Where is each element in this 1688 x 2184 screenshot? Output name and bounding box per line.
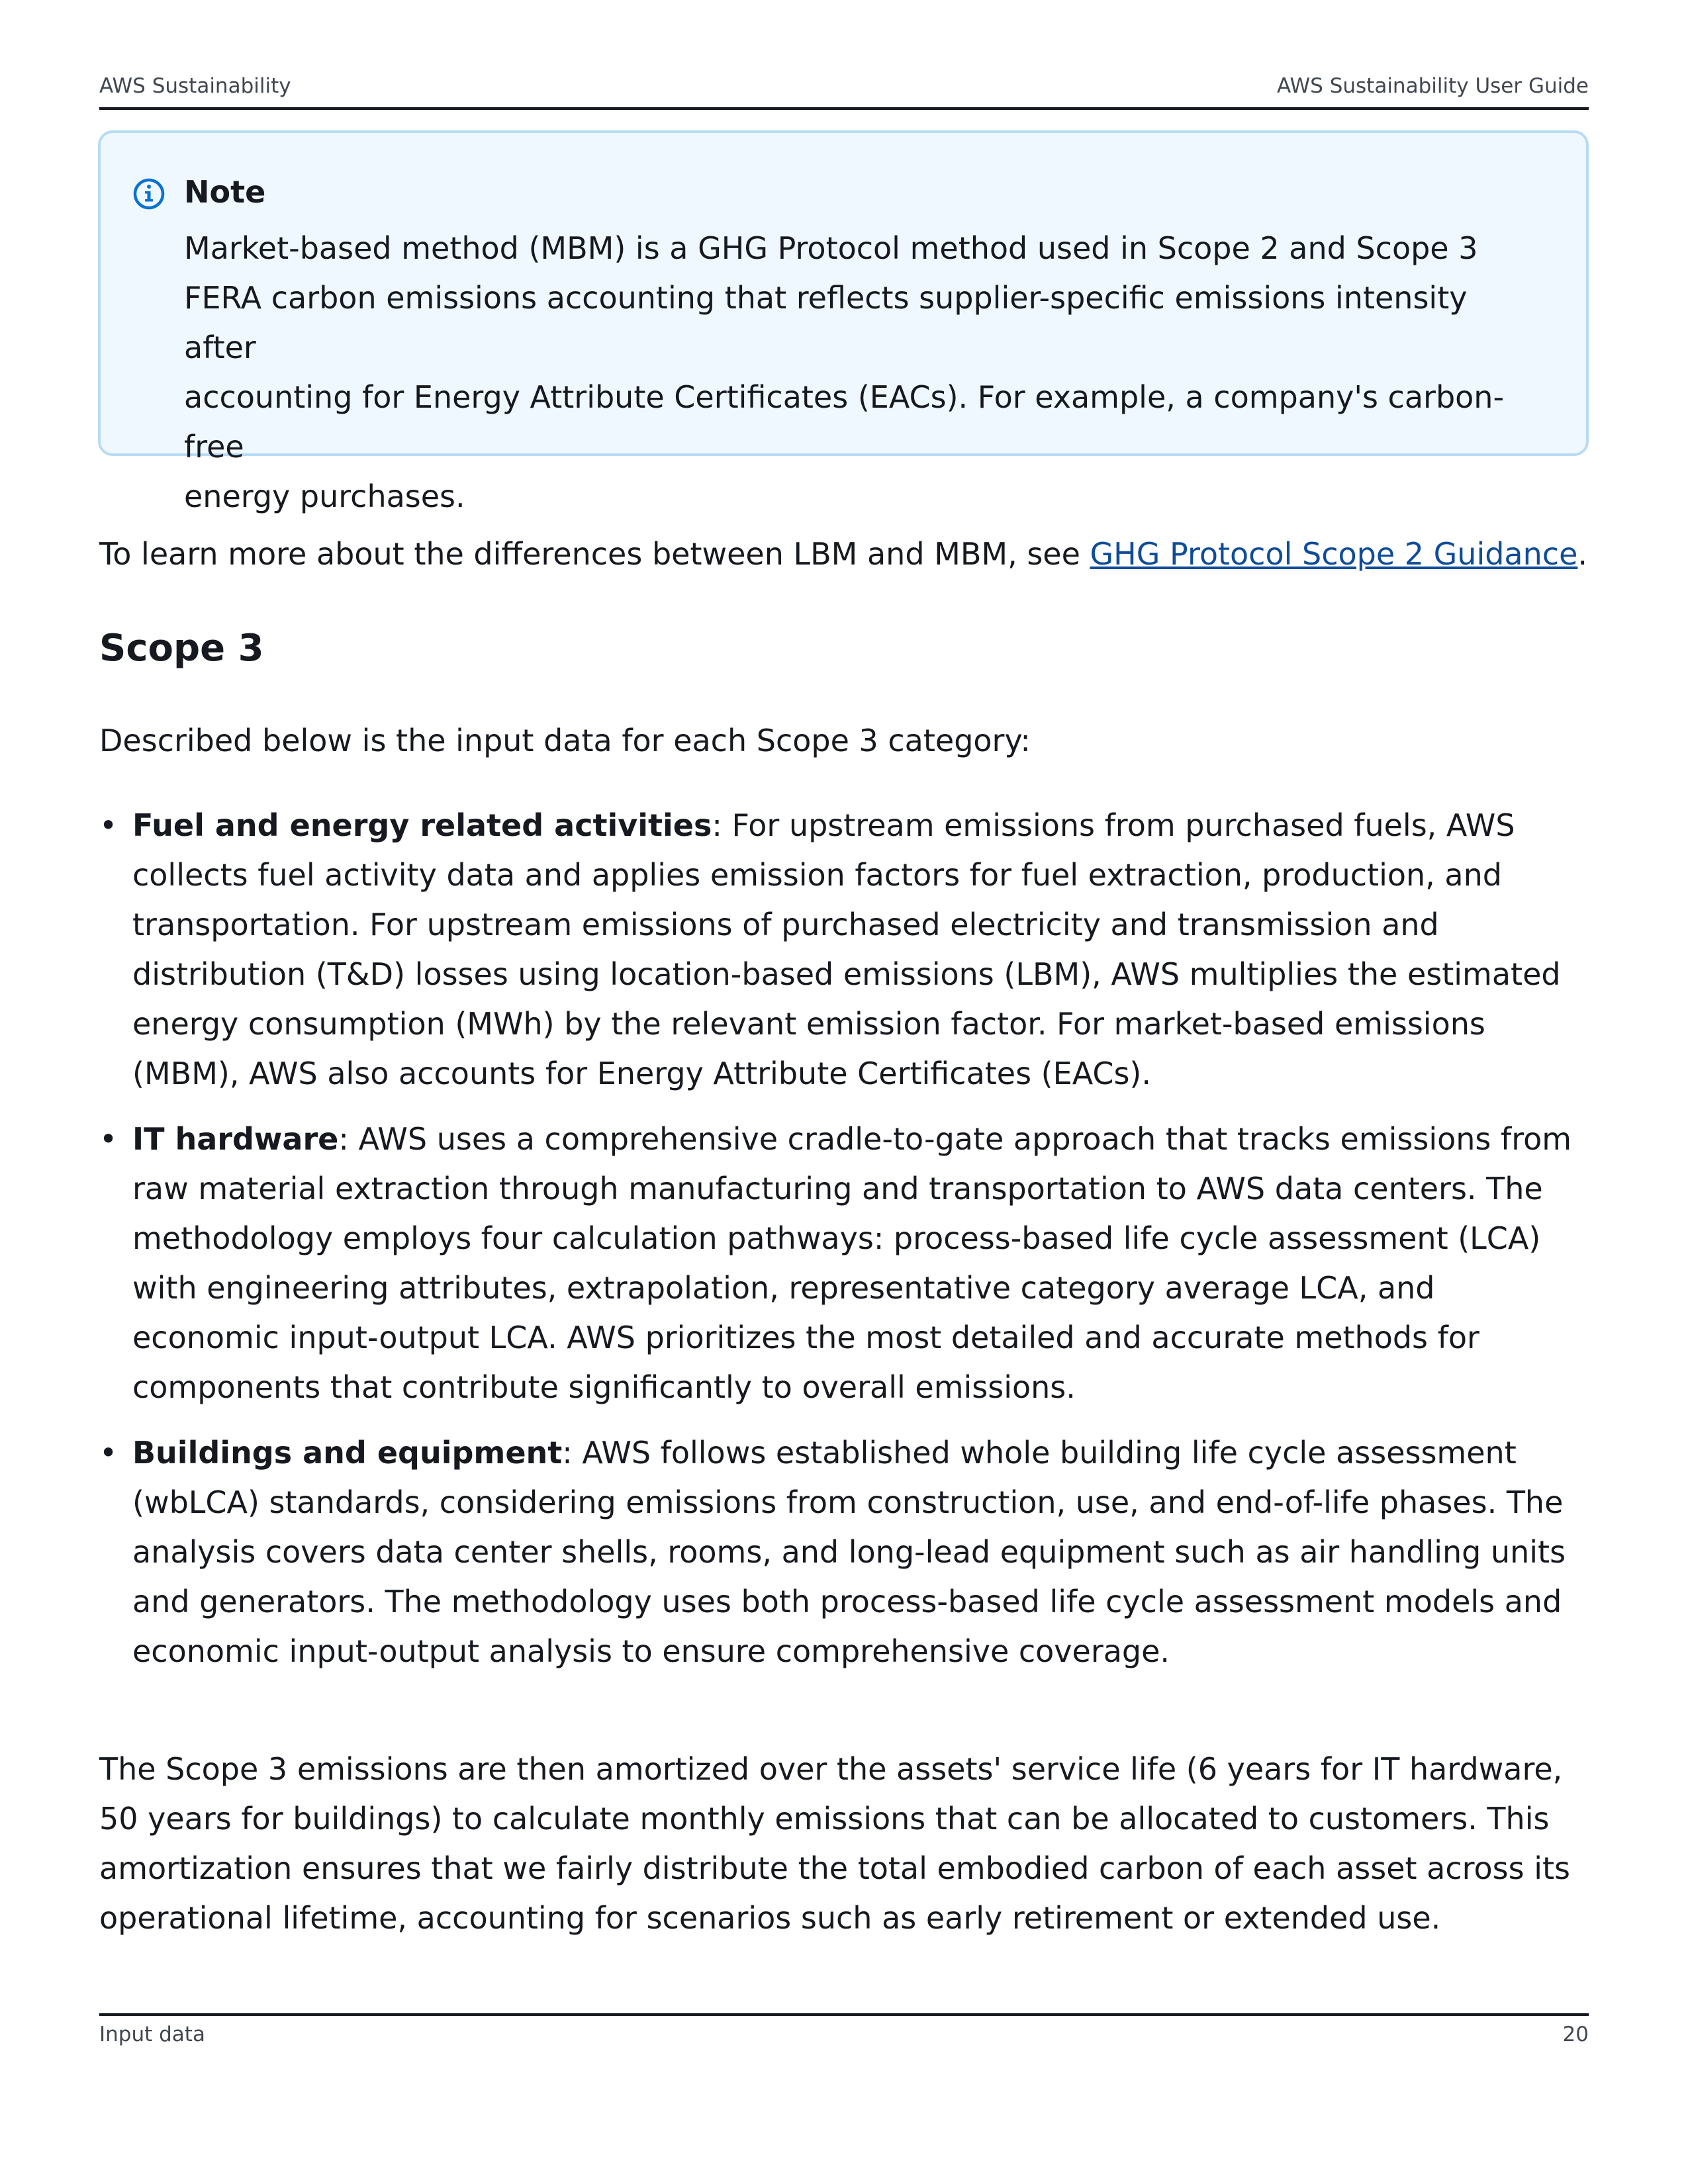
info-icon xyxy=(132,177,165,210)
note-line: FERA carbon emissions accounting that reflects supplier-specific emissions intensity after xyxy=(184,280,1468,365)
item-text: : AWS uses a comprehensive cradle-to-gate approach that tracks emissions from raw material extraction through manufacturing and transportation to AWS data centers. The methodology employs four calculation pathways: process-based life cycle assessment (LCA) with engineering attributes, extrapolation, representative category average LCA, and economic input-output LCA. AWS prioritizes the most detailed and accurate methods for components that contribute significantly to overall emissions. xyxy=(132,1121,1572,1405)
note-line: Market-based method (MBM) is a GHG Protocol method used in Scope 2 and Scope 3 xyxy=(184,230,1478,266)
item-term: Fuel and energy related activities xyxy=(132,807,712,843)
running-header xyxy=(99,74,1589,110)
scope3-category-list xyxy=(99,801,1589,1692)
learn-more-text: To learn more about the differences between LBM and MBM, see xyxy=(99,536,1090,572)
item-text: : For upstream emissions from purchased fuels, AWS collects fuel activity data and applies emission factors for fuel extraction, production, and transportation. For upstream emissions of purchased electricity and transmission and distribution (T&D) losses using location-based emissions (LBM), AWS multiplies the estimated energy consumption (MWh) by the relevant emission factor. For market-based emissions (MBM), AWS also accounts for Energy Attribute Certificates (EACs). xyxy=(132,807,1561,1091)
bullet-icon: • xyxy=(99,1435,118,1471)
list-item xyxy=(99,1115,1589,1412)
item-term: Buildings and equipment xyxy=(132,1435,563,1471)
learn-more-suffix: . xyxy=(1577,536,1587,572)
item-text: : AWS follows established whole building life cycle assessment (wbLCA) standards, considering emissions from construction, use, and end-of-life phases. The analysis covers data center shells, rooms, and long-lead equipment such as air handling units and generators. The methodology uses both process-based life cycle assessment models and economic input-output analysis to ensure comprehensive coverage. xyxy=(132,1435,1566,1669)
header-guide-title: AWS Sustainability User Guide xyxy=(1277,74,1589,98)
bullet-icon: • xyxy=(99,807,118,843)
note-body xyxy=(184,224,1548,522)
list-item xyxy=(99,1428,1589,1676)
note-line: accounting for Energy Attribute Certificates (EACs). For example, a company's carbon-free xyxy=(184,379,1505,465)
footer-section-name: Input data xyxy=(99,2023,205,2046)
learn-more-paragraph xyxy=(99,529,1589,579)
ghg-scope2-guidance-link[interactable]: GHG Protocol Scope 2 Guidance xyxy=(1090,536,1578,572)
amortization-paragraph: The Scope 3 emissions are then amortized over the assets' service life (6 years for IT hardware, 50 years for buildings) to calculate monthly emissions that can be allocated to customers. This amortization ensures that we fairly distribute the total embodied carbon of each asset across its operational lifetime, accounting for scenarios such as early retirement or extended use. xyxy=(99,1751,1571,1936)
page-number: 20 xyxy=(1562,2023,1589,2046)
scope3-heading: Scope 3 xyxy=(99,627,264,670)
list-item xyxy=(99,801,1589,1099)
scope3-intro: Described below is the input data for each Scope 3 category: xyxy=(99,723,1031,758)
note-callout xyxy=(98,130,1589,514)
item-term: IT hardware xyxy=(132,1121,339,1157)
bullet-icon: • xyxy=(99,1121,118,1157)
note-title: Note xyxy=(184,174,266,210)
running-footer xyxy=(99,2013,1589,2054)
header-doc-title: AWS Sustainability xyxy=(99,74,291,98)
note-line: energy purchases. xyxy=(184,478,465,514)
